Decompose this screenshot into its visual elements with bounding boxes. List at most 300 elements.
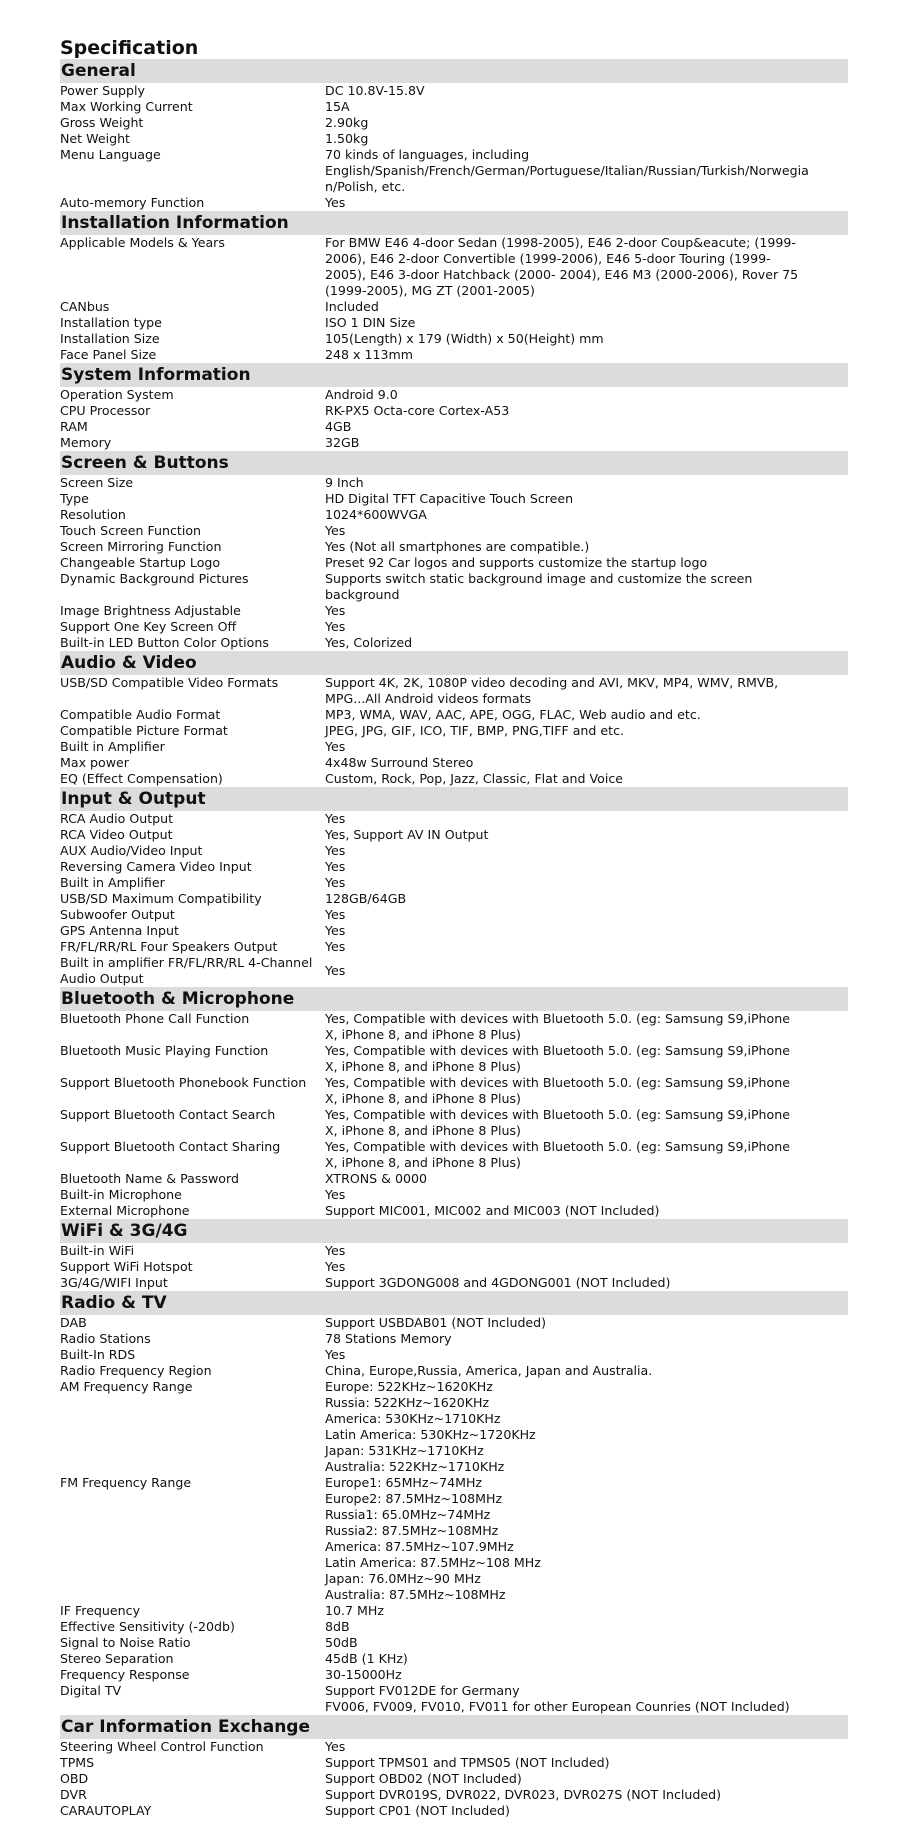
spec-row	[60, 555, 848, 571]
spec-row	[60, 1011, 848, 1043]
section-heading: Screen & Buttons	[60, 451, 848, 475]
spec-row	[60, 1347, 848, 1363]
spec-row	[60, 619, 848, 635]
spec-value-line: Australia: 522KHz~1710KHz	[325, 1459, 505, 1474]
spec-label: OBD	[60, 1771, 89, 1786]
spec-value-line: 50dB	[325, 1635, 358, 1650]
spec-row	[60, 1667, 848, 1683]
spec-label: 3G/4G/WIFI Input	[60, 1275, 168, 1290]
spec-value	[325, 827, 848, 843]
spec-value-line: Preset 92 Car logos and supports customize the startup logo	[325, 555, 708, 570]
spec-value	[325, 1075, 848, 1107]
spec-label: Screen Mirroring Function	[60, 539, 222, 554]
spec-value-line: 15A	[325, 99, 350, 114]
spec-value	[325, 475, 848, 491]
spec-section	[60, 1219, 848, 1291]
section-heading: Car Information Exchange	[60, 1715, 848, 1739]
spec-value	[325, 1347, 848, 1363]
spec-value	[325, 1187, 848, 1203]
spec-value-line: X, iPhone 8, and iPhone 8 Plus)	[325, 1155, 521, 1170]
spec-value-line: MPG...All Android videos formats	[325, 691, 532, 706]
spec-value	[325, 1379, 848, 1475]
spec-value-line: Russia1: 65.0MHz~74MHz	[325, 1507, 491, 1522]
spec-row	[60, 1075, 848, 1107]
spec-value	[325, 723, 848, 739]
spec-label: GPS Antenna Input	[60, 923, 179, 938]
section-heading: General	[60, 59, 848, 83]
spec-value	[325, 555, 848, 571]
spec-label: CARAUTOPLAY	[60, 1803, 152, 1818]
spec-label: Dynamic Background Pictures	[60, 571, 249, 586]
spec-label: CPU Processor	[60, 403, 151, 418]
spec-row	[60, 939, 848, 955]
spec-section	[60, 363, 848, 451]
spec-row	[60, 331, 848, 347]
spec-value	[325, 1171, 848, 1187]
spec-section	[60, 211, 848, 363]
spec-value	[325, 1667, 848, 1683]
spec-value	[325, 539, 848, 555]
spec-value	[325, 419, 848, 435]
spec-row	[60, 435, 848, 451]
spec-value	[325, 939, 848, 955]
spec-value-line: 9 Inch	[325, 475, 364, 490]
spec-label: Menu Language	[60, 147, 161, 162]
spec-value	[325, 1475, 848, 1603]
spec-value-line: Yes	[325, 1243, 346, 1258]
spec-value	[325, 147, 848, 195]
spec-value	[325, 1787, 848, 1803]
spec-row	[60, 403, 848, 419]
spec-value-line: 105(Length) x 179 (Width) x 50(Height) mm	[325, 331, 604, 346]
spec-row	[60, 843, 848, 859]
section-heading: Input & Output	[60, 787, 848, 811]
spec-row	[60, 387, 848, 403]
spec-label: Bluetooth Name & Password	[60, 1171, 239, 1186]
spec-value	[325, 707, 848, 723]
spec-value	[325, 83, 848, 99]
spec-label: FM Frequency Range	[60, 1475, 192, 1490]
spec-value-line: Support USBDAB01 (NOT Included)	[325, 1315, 547, 1330]
spec-value-line: X, iPhone 8, and iPhone 8 Plus)	[325, 1027, 521, 1042]
spec-row	[60, 875, 848, 891]
spec-label: Memory	[60, 435, 112, 450]
spec-value	[325, 235, 848, 299]
spec-value-line: Yes	[325, 195, 346, 210]
spec-value	[325, 507, 848, 523]
spec-value	[325, 859, 848, 875]
spec-row	[60, 603, 848, 619]
spec-value-line: Yes	[325, 523, 346, 538]
spec-value-line: 248 x 113mm	[325, 347, 414, 362]
spec-value-line: Yes (Not all smartphones are compatible.)	[325, 539, 590, 554]
spec-label: Built in Amplifier	[60, 739, 165, 754]
spec-value	[325, 875, 848, 891]
spec-label: Steering Wheel Control Function	[60, 1739, 264, 1754]
spec-value	[325, 1331, 848, 1347]
spec-value	[325, 99, 848, 115]
spec-value-line: Support CP01 (NOT Included)	[325, 1803, 510, 1818]
spec-row	[60, 571, 848, 603]
spec-label: USB/SD Maximum Compatibility	[60, 891, 262, 906]
spec-row	[60, 419, 848, 435]
spec-value	[325, 299, 848, 315]
section-heading: Radio & TV	[60, 1291, 848, 1315]
spec-value-line: Support TPMS01 and TPMS05 (NOT Included)	[325, 1755, 610, 1770]
spec-label: Support Bluetooth Contact Search	[60, 1107, 276, 1122]
spec-value-line: Support OBD02 (NOT Included)	[325, 1771, 522, 1786]
spec-label: Built in amplifier FR/FL/RR/RL 4-Channel Audio Output	[60, 955, 313, 986]
spec-row	[60, 1315, 848, 1331]
spec-value	[325, 435, 848, 451]
spec-value-line: 1.50kg	[325, 131, 369, 146]
spec-value	[325, 1275, 848, 1291]
spec-value-line: Yes, Compatible with devices with Bluetooth 5.0. (eg: Samsung S9,iPhone	[325, 1139, 790, 1154]
spec-label: Applicable Models & Years	[60, 235, 225, 250]
spec-value-line: Yes	[325, 1347, 346, 1362]
spec-value-line: 10.7 MHz	[325, 1603, 384, 1618]
spec-value-line: Support MIC001, MIC002 and MIC003 (NOT Included)	[325, 1203, 660, 1218]
spec-row	[60, 1603, 848, 1619]
spec-value	[325, 115, 848, 131]
spec-value-line: Yes	[325, 923, 346, 938]
specification-sheet	[60, 37, 848, 1819]
spec-label: DAB	[60, 1315, 87, 1330]
spec-label: Subwoofer Output	[60, 907, 175, 922]
page-title: Specification	[60, 37, 199, 59]
spec-label: Digital TV	[60, 1683, 122, 1698]
spec-value-line: Yes	[325, 811, 346, 826]
spec-value	[325, 843, 848, 859]
spec-value	[325, 1619, 848, 1635]
spec-label: Touch Screen Function	[60, 523, 202, 538]
spec-value	[325, 811, 848, 827]
spec-value	[325, 1139, 848, 1171]
spec-value	[325, 1635, 848, 1651]
spec-value	[325, 635, 848, 651]
spec-value	[325, 387, 848, 403]
spec-value	[325, 403, 848, 419]
spec-label: External Microphone	[60, 1203, 190, 1218]
spec-value-line: 32GB	[325, 435, 360, 450]
spec-label: Bluetooth Phone Call Function	[60, 1011, 250, 1026]
spec-value-line: Japan: 531KHz~1710KHz	[325, 1443, 484, 1458]
spec-row	[60, 1739, 848, 1755]
spec-label: Bluetooth Music Playing Function	[60, 1043, 269, 1058]
spec-section	[60, 987, 848, 1219]
spec-section	[60, 1715, 848, 1819]
spec-label: RAM	[60, 419, 88, 434]
spec-label: Signal to Noise Ratio	[60, 1635, 191, 1650]
spec-value-line: MP3, WMA, WAV, AAC, APE, OGG, FLAC, Web audio and etc.	[325, 707, 701, 722]
spec-label: Built in Amplifier	[60, 875, 165, 890]
spec-value	[325, 131, 848, 147]
section-heading: WiFi & 3G/4G	[60, 1219, 848, 1243]
spec-row	[60, 1243, 848, 1259]
spec-value	[325, 1259, 848, 1275]
spec-row	[60, 811, 848, 827]
spec-label: RCA Video Output	[60, 827, 173, 842]
spec-value-line: Yes	[325, 1187, 346, 1202]
spec-value-line: Europe2: 87.5MHz~108MHz	[325, 1491, 503, 1506]
spec-value-line: Support 4K, 2K, 1080P video decoding and AVI, MKV, MP4, WMV, RMVB,	[325, 675, 779, 690]
spec-label: Resolution	[60, 507, 126, 522]
spec-row	[60, 1803, 848, 1819]
spec-value-line: Europe: 522KHz~1620KHz	[325, 1379, 493, 1394]
spec-value-line: Australia: 87.5MHz~108MHz	[325, 1587, 506, 1602]
spec-value-line: Support 3GDONG008 and 4GDONG001 (NOT Included)	[325, 1275, 671, 1290]
spec-row	[60, 347, 848, 363]
spec-row	[60, 1635, 848, 1651]
spec-row	[60, 923, 848, 939]
spec-value-line: Japan: 76.0MHz~90 MHz	[325, 1571, 481, 1586]
spec-row	[60, 315, 848, 331]
spec-value	[325, 1755, 848, 1771]
spec-row	[60, 1203, 848, 1219]
spec-label: Built-In RDS	[60, 1347, 136, 1362]
spec-row	[60, 675, 848, 707]
spec-section	[60, 451, 848, 651]
spec-label: Power Supply	[60, 83, 145, 98]
spec-value-line: Yes	[325, 603, 346, 618]
spec-value-line: 4GB	[325, 419, 352, 434]
spec-value-line: America: 530KHz~1710KHz	[325, 1411, 501, 1426]
spec-value-line: FV006, FV009, FV010, FV011 for other European Counries (NOT Included)	[325, 1699, 790, 1714]
spec-value	[325, 195, 848, 211]
spec-label: Frequency Response	[60, 1667, 190, 1682]
spec-value-line: Yes	[325, 939, 346, 954]
spec-label: Radio Stations	[60, 1331, 151, 1346]
spec-value-line: 8dB	[325, 1619, 350, 1634]
spec-label: Radio Frequency Region	[60, 1363, 212, 1378]
spec-value	[325, 739, 848, 755]
spec-value-line: Yes, Support AV IN Output	[325, 827, 489, 842]
spec-value-line: Yes, Colorized	[325, 635, 413, 650]
spec-value-line: Latin America: 87.5MHz~108 MHz	[325, 1555, 541, 1570]
spec-section	[60, 59, 848, 211]
spec-value	[325, 619, 848, 635]
spec-row	[60, 1379, 848, 1475]
spec-value	[325, 963, 848, 979]
spec-value	[325, 923, 848, 939]
spec-value-line: English/Spanish/French/German/Portuguese/Italian/Russian/Turkish/Norwegia	[325, 163, 809, 178]
spec-row	[60, 907, 848, 923]
spec-value-line: 2005), E46 3-door Hatchback (2000- 2004), E46 M3 (2000-2006), Rover 75	[325, 267, 799, 282]
spec-row	[60, 1771, 848, 1787]
spec-label: Support One Key Screen Off	[60, 619, 237, 634]
spec-label: Changeable Startup Logo	[60, 555, 221, 570]
spec-value-line: Yes	[325, 875, 346, 890]
spec-value-line: Support FV012DE for Germany	[325, 1683, 520, 1698]
spec-label: Installation Size	[60, 331, 160, 346]
spec-label: Face Panel Size	[60, 347, 157, 362]
spec-row	[60, 1171, 848, 1187]
spec-row	[60, 827, 848, 843]
spec-label: DVR	[60, 1787, 87, 1802]
spec-value	[325, 1315, 848, 1331]
spec-section	[60, 1291, 848, 1715]
spec-label: Operation System	[60, 387, 174, 402]
spec-value-line: Yes	[325, 963, 346, 978]
spec-value-line: HD Digital TFT Capacitive Touch Screen	[325, 491, 574, 506]
spec-label: Built-in Microphone	[60, 1187, 182, 1202]
spec-row	[60, 235, 848, 299]
spec-value-line: 45dB (1 KHz)	[325, 1651, 408, 1666]
spec-value	[325, 891, 848, 907]
spec-label: Reversing Camera Video Input	[60, 859, 252, 874]
spec-value	[325, 1243, 848, 1259]
spec-row	[60, 755, 848, 771]
spec-value	[325, 907, 848, 923]
spec-value	[325, 571, 848, 603]
spec-row	[60, 491, 848, 507]
sections-container	[60, 59, 848, 1819]
spec-value-line: America: 87.5MHz~107.9MHz	[325, 1539, 514, 1554]
spec-value	[325, 603, 848, 619]
spec-value	[325, 1739, 848, 1755]
spec-value-line: China, Europe,Russia, America, Japan and Australia.	[325, 1363, 653, 1378]
spec-value-line: Yes	[325, 1739, 346, 1754]
spec-value-line: 78 Stations Memory	[325, 1331, 452, 1346]
spec-row	[60, 1619, 848, 1635]
spec-label: Support WiFi Hotspot	[60, 1259, 193, 1274]
spec-value-line: Included	[325, 299, 379, 314]
spec-row	[60, 1787, 848, 1803]
spec-section	[60, 651, 848, 787]
spec-value-line: 128GB/64GB	[325, 891, 407, 906]
spec-label: RCA Audio Output	[60, 811, 174, 826]
spec-value-line: JPEG, JPG, GIF, ICO, TIF, BMP, PNG,TIFF and etc.	[325, 723, 625, 738]
spec-row	[60, 739, 848, 755]
spec-label: Built-in LED Button Color Options	[60, 635, 269, 650]
spec-value-line: Yes	[325, 843, 346, 858]
spec-value-line: X, iPhone 8, and iPhone 8 Plus)	[325, 1091, 521, 1106]
spec-row	[60, 955, 848, 987]
spec-value-line: Yes, Compatible with devices with Bluetooth 5.0. (eg: Samsung S9,iPhone	[325, 1075, 790, 1090]
spec-row	[60, 891, 848, 907]
spec-row	[60, 299, 848, 315]
spec-value-line: Custom, Rock, Pop, Jazz, Classic, Flat and Voice	[325, 771, 624, 786]
spec-value	[325, 491, 848, 507]
spec-row	[60, 1259, 848, 1275]
spec-value-line: X, iPhone 8, and iPhone 8 Plus)	[325, 1059, 521, 1074]
spec-row	[60, 1139, 848, 1171]
spec-section	[60, 787, 848, 987]
spec-value	[325, 315, 848, 331]
spec-label: Support Bluetooth Contact Sharing	[60, 1139, 281, 1154]
spec-row	[60, 1331, 848, 1347]
spec-value	[325, 771, 848, 787]
spec-value-line: Supports switch static background image and customize the screen	[325, 571, 753, 586]
spec-value-line: Russia2: 87.5MHz~108MHz	[325, 1523, 499, 1538]
spec-row	[60, 83, 848, 99]
spec-row	[60, 1475, 848, 1603]
spec-value-line: Yes, Compatible with devices with Bluetooth 5.0. (eg: Samsung S9,iPhone	[325, 1107, 790, 1122]
section-heading: Installation Information	[60, 211, 848, 235]
spec-value	[325, 523, 848, 539]
spec-label: Max power	[60, 755, 129, 770]
spec-value	[325, 1651, 848, 1667]
spec-label: Screen Size	[60, 475, 134, 490]
spec-value-line: 2.90kg	[325, 115, 369, 130]
spec-value-line: (1999-2005), MG ZT (2001-2005)	[325, 283, 535, 298]
spec-label: Compatible Audio Format	[60, 707, 221, 722]
spec-row	[60, 1363, 848, 1379]
spec-value	[325, 1043, 848, 1075]
spec-row	[60, 1275, 848, 1291]
spec-value	[325, 1363, 848, 1379]
spec-row	[60, 723, 848, 739]
spec-row	[60, 99, 848, 115]
spec-label: Gross Weight	[60, 115, 144, 130]
spec-value	[325, 1011, 848, 1043]
spec-value-line: 30-15000Hz	[325, 1667, 402, 1682]
spec-value-line: Android 9.0	[325, 387, 398, 402]
spec-row	[60, 1043, 848, 1075]
spec-row	[60, 1187, 848, 1203]
spec-value-line: background	[325, 587, 400, 602]
spec-value-line: For BMW E46 4-door Sedan (1998-2005), E46 2-door Coup&eacute; (1999-	[325, 235, 796, 250]
spec-value-line: 1024*600WVGA	[325, 507, 427, 522]
spec-row	[60, 635, 848, 651]
spec-value-line: 2006), E46 2-door Convertible (1999-2006), E46 5-door Touring (1999-	[325, 251, 771, 266]
spec-value-line: Yes	[325, 1259, 346, 1274]
spec-value	[325, 755, 848, 771]
spec-row	[60, 523, 848, 539]
spec-row	[60, 507, 848, 523]
spec-value-line: XTRONS & 0000	[325, 1171, 428, 1186]
spec-label: Max Working Current	[60, 99, 193, 114]
spec-label: Support Bluetooth Phonebook Function	[60, 1075, 307, 1090]
spec-label: AM Frequency Range	[60, 1379, 193, 1394]
spec-row	[60, 115, 848, 131]
spec-row	[60, 1755, 848, 1771]
spec-label: CANbus	[60, 299, 110, 314]
section-heading: Bluetooth & Microphone	[60, 987, 848, 1011]
spec-value	[325, 1683, 848, 1715]
spec-row	[60, 1683, 848, 1715]
spec-value	[325, 675, 848, 707]
spec-label: Compatible Picture Format	[60, 723, 228, 738]
spec-row	[60, 539, 848, 555]
spec-value-line: Yes	[325, 739, 346, 754]
spec-row	[60, 1651, 848, 1667]
spec-label: USB/SD Compatible Video Formats	[60, 675, 279, 690]
spec-value	[325, 1203, 848, 1219]
spec-value-line: Yes	[325, 907, 346, 922]
spec-row	[60, 475, 848, 491]
spec-value-line: Latin America: 530KHz~1720KHz	[325, 1427, 536, 1442]
spec-label: Stereo Separation	[60, 1651, 174, 1666]
spec-row	[60, 131, 848, 147]
spec-label: Installation type	[60, 315, 162, 330]
spec-label: Net Weight	[60, 131, 130, 146]
spec-value-line: X, iPhone 8, and iPhone 8 Plus)	[325, 1123, 521, 1138]
spec-label: FR/FL/RR/RL Four Speakers Output	[60, 939, 278, 954]
spec-label: TPMS	[60, 1755, 95, 1770]
spec-value	[325, 1603, 848, 1619]
spec-row	[60, 1107, 848, 1139]
spec-value	[325, 1803, 848, 1819]
spec-row	[60, 195, 848, 211]
spec-label: Effective Sensitivity (-20db)	[60, 1619, 235, 1634]
spec-value-line: n/Polish, etc.	[325, 179, 406, 194]
spec-label: Image Brightness Adjustable	[60, 603, 241, 618]
spec-row	[60, 859, 848, 875]
spec-value-line: Russia: 522KHz~1620KHz	[325, 1395, 490, 1410]
spec-row	[60, 771, 848, 787]
spec-value-line: Yes	[325, 859, 346, 874]
